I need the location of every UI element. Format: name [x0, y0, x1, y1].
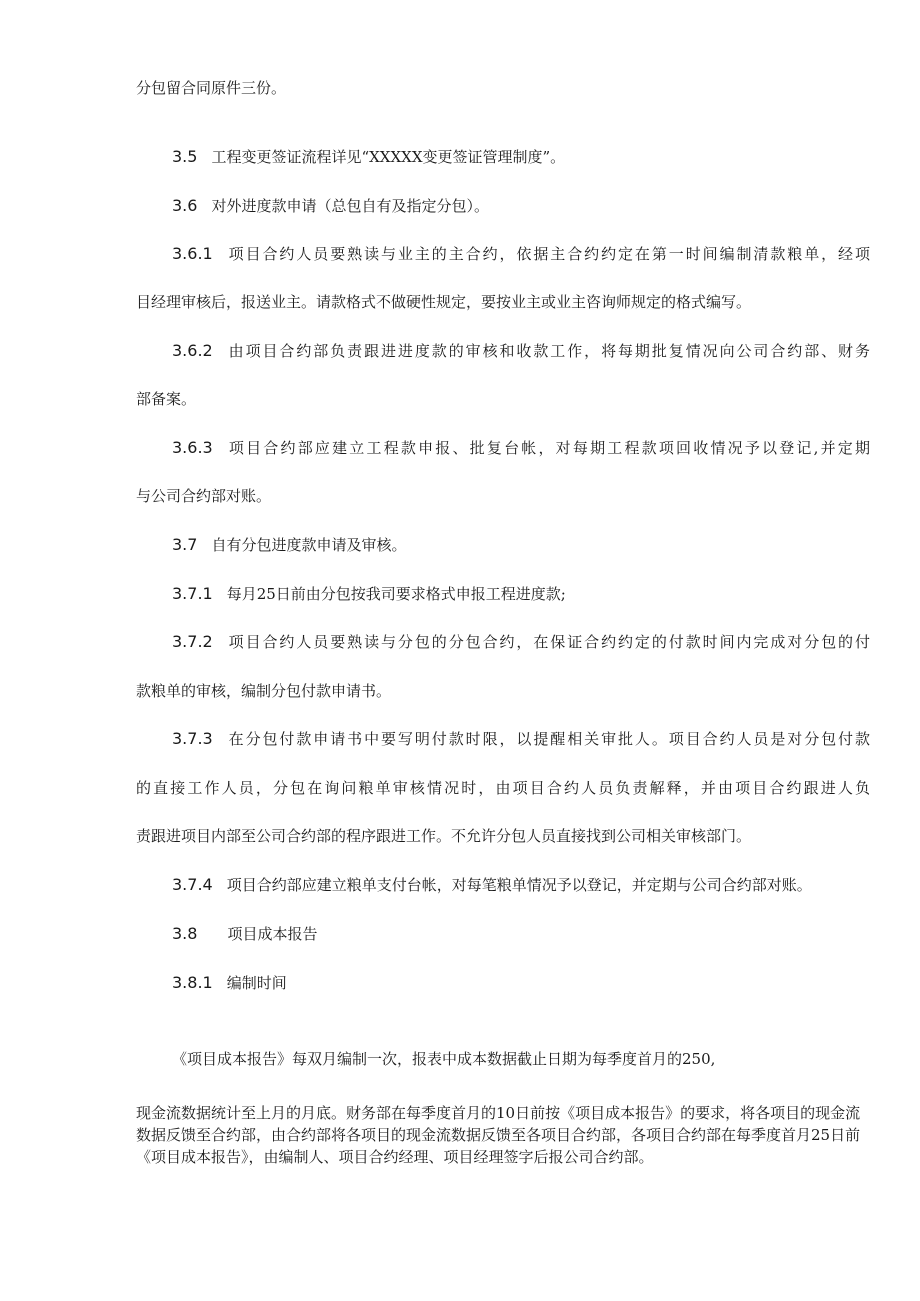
line-text: 由项目合约部负责跟进进度款的审核和收款工作，将每期批复情况向公司合约部、财务 [226, 342, 870, 360]
section-number: 3.6 [172, 196, 198, 215]
section-number: 3.7.3 [172, 729, 213, 748]
line-text: 的直接工作人员，分包在询问粮单审核情况时，由项目合约人员负责解释，并由项目合约跟进人负 [136, 779, 870, 797]
paragraph-line [136, 826, 751, 846]
section-heading-3-8 [172, 924, 317, 944]
line-text: 分包留合同原件三份。 [136, 79, 287, 97]
section-number: 3.7 [172, 535, 198, 554]
line-text: 工程变更签证流程详见“XXXXX变更签证管理制度”。 [211, 148, 566, 166]
line-text: 目经理审核后，报送业主。请款格式不做硬性规定，要按业主或业主咨询师规定的格式编写。 [136, 293, 752, 311]
section-number: 3.7.4 [172, 875, 213, 894]
paragraph-line [136, 778, 870, 798]
clause-3-7-3 [172, 729, 870, 749]
section-number: 3.6.1 [172, 244, 213, 263]
final-paragraph [136, 1102, 864, 1168]
clause-3-6-2 [172, 341, 870, 361]
section-number: 3.7.2 [172, 632, 213, 651]
paragraph-line [136, 292, 751, 312]
clause-3-7-1 [172, 584, 566, 604]
paragraph-line [136, 486, 271, 506]
paragraph-line [172, 1049, 715, 1069]
line-text: 编制时间 [226, 974, 287, 992]
line-text: 对外进度款申请（总包自有及指定分包）。 [211, 197, 489, 215]
line-text: 《项目成本报告》每双月编制一次，报表中成本数据截止日期为每季度首月的250, [172, 1050, 716, 1068]
section-number: 3.6.3 [172, 438, 213, 457]
paragraph-line [136, 78, 286, 98]
section-number: 3.6.2 [172, 341, 213, 360]
paragraph-line [136, 389, 196, 409]
clause-3-6-3 [172, 438, 870, 458]
section-number: 3.8 [172, 924, 198, 943]
line-text: 项目合约部应建立工程款申报、批复台帐，对每期工程款项回收情况予以登记,并定期 [226, 439, 870, 457]
section-heading-3-7 [172, 535, 406, 555]
line-text: 在分包付款申请书中要写明付款时限，以提醒相关审批人。项目合约人员是对分包付款 [226, 730, 870, 748]
line-text: 项目合约部应建立粮单支付台帐，对每笔粮单情况予以登记，并定期与公司合约部对账。 [226, 876, 812, 894]
line-text: 与公司合约部对账。 [136, 487, 272, 505]
line-text: 项目成本报告 [227, 925, 318, 943]
clause-3-6-1 [172, 244, 870, 264]
paragraph-line [136, 681, 391, 701]
line-text: 责跟进项目内部至公司合约部的程序跟进工作。不允许分包人员直接找到公司相关审核部门。 [136, 827, 752, 845]
line-text: 自有分包进度款申请及审核。 [211, 536, 407, 554]
section-number: 3.8.1 [172, 973, 213, 992]
line-text: 部备案。 [136, 390, 197, 408]
line-text: 款粮单的审核，编制分包付款申请书。 [136, 682, 392, 700]
clause-3-7-4 [172, 875, 812, 895]
section-number: 3.7.1 [172, 584, 213, 603]
line-text: 项目合约人员要熟读与分包的分包合约，在保证合约约定的付款时间内完成对分包的付 [226, 633, 870, 651]
section-number: 3.5 [172, 147, 198, 166]
line-text: 每月25日前由分包按我司要求格式申报工程进度款; [226, 585, 566, 603]
clause-3-7-2 [172, 632, 870, 652]
paragraph-text: 现金流数据统计至上月的月底。财务部在每季度首月的10日前按《项目成本报告》的要求，将各项目的现金流数据反馈至合约部，由合约部将各项目的现金流数据反馈至各项目合约部，各项目合约部在每季度首月25日前《项目成本报告》，由编制人、项目合约经理、项目经理签字后报公司合约部。 [136, 1104, 861, 1166]
clause-3-8-1 [172, 973, 287, 993]
section-heading-3-5 [172, 147, 565, 167]
line-text: 项目合约人员要熟读与业主的主合约，依据主合约约定在第一时间编制清款粮单，经项 [226, 245, 870, 263]
section-heading-3-6 [172, 196, 489, 216]
